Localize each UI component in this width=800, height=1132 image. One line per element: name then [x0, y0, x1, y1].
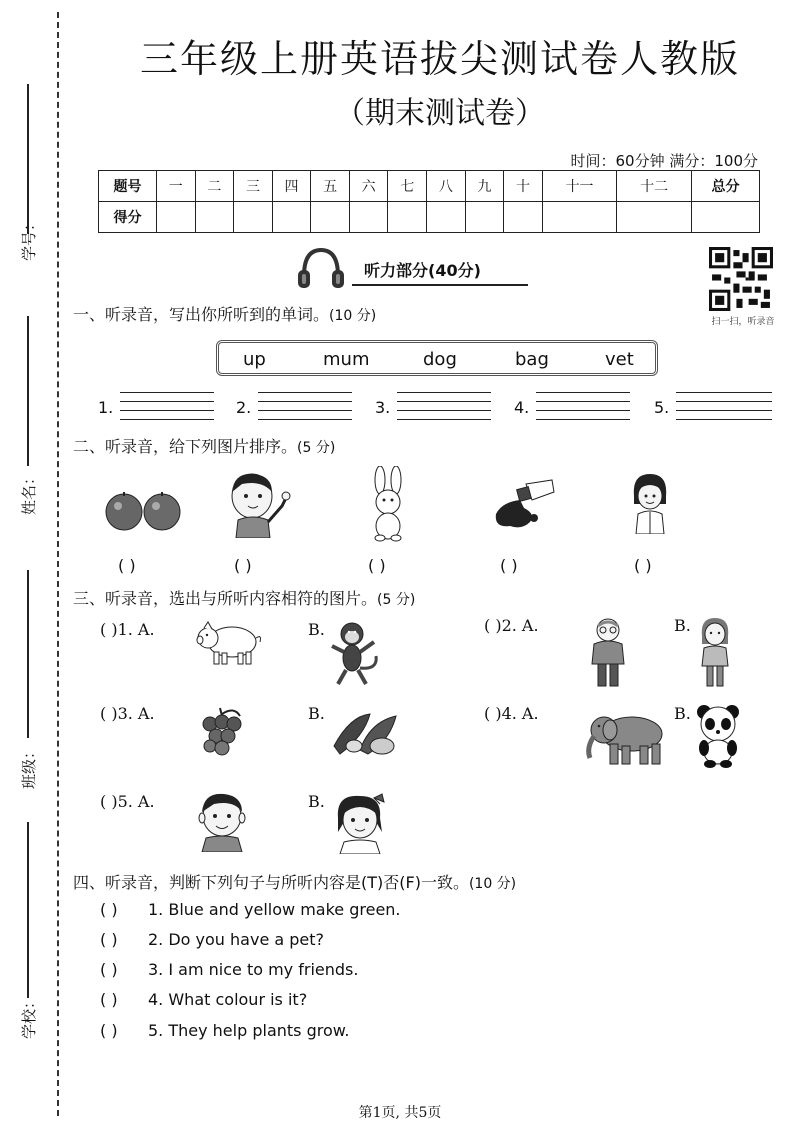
answer-paren[interactable]: ( ) — [634, 556, 652, 575]
header-cell: 一 — [157, 171, 196, 202]
section-4-text: 四、听录音，判断下列句子与所听内容是(T)否(F)一致。 — [73, 873, 469, 892]
tf-sentence: 4. What colour is it? — [148, 990, 308, 1009]
total-score-cell[interactable] — [692, 202, 760, 233]
oranges-picture — [104, 486, 184, 532]
score-cell[interactable] — [195, 202, 234, 233]
score-cell[interactable] — [465, 202, 504, 233]
listening-title: 听力部分(40分) — [364, 261, 481, 280]
word-bank-item: up — [243, 349, 266, 370]
score-cell[interactable] — [234, 202, 273, 233]
grandpa-picture — [584, 616, 632, 690]
class-label: 班级： — [20, 743, 39, 790]
writing-lines[interactable] — [397, 392, 491, 420]
panda-picture — [694, 704, 742, 768]
score-cell[interactable] — [617, 202, 692, 233]
answer-paren[interactable]: ( ) — [100, 1021, 118, 1040]
score-table — [98, 170, 760, 233]
section-2-text: 二、听录音，给下列图片排序。 — [73, 437, 298, 456]
word-bank-item: mum — [323, 349, 370, 370]
writing-blank[interactable] — [236, 386, 356, 420]
row-label-cell: 得分 — [99, 202, 157, 233]
answer-paren[interactable]: ( ) — [100, 900, 118, 919]
blank-number: 2. — [236, 398, 252, 417]
question-5-label[interactable]: ( )5. A. — [100, 792, 155, 811]
pig-picture — [196, 618, 264, 666]
question-2-label[interactable]: ( )2. A. — [484, 616, 539, 635]
tf-sentence: 3. I am nice to my friends. — [148, 960, 359, 979]
binding-dashed-line — [57, 12, 59, 1116]
option-b-label[interactable]: B. — [308, 620, 325, 639]
score-cell[interactable] — [427, 202, 466, 233]
score-cell[interactable] — [504, 202, 543, 233]
page-subtitle: （期末测试卷） — [335, 96, 545, 131]
header-cell: 四 — [272, 171, 311, 202]
writing-lines[interactable] — [676, 392, 772, 420]
blank-number: 3. — [375, 398, 391, 417]
student-no-line — [27, 84, 29, 234]
section-2-title — [73, 434, 335, 457]
blank-number: 5. — [654, 398, 670, 417]
option-b-label[interactable]: B. — [308, 792, 325, 811]
answer-paren[interactable]: ( ) — [100, 990, 118, 1009]
boy-face-picture — [194, 790, 250, 852]
listening-underline — [352, 284, 528, 286]
answer-paren[interactable]: ( ) — [100, 960, 118, 979]
answer-paren[interactable]: ( ) — [500, 556, 518, 575]
girl-face-picture — [330, 792, 390, 854]
tf-sentence: 2. Do you have a pet? — [148, 930, 325, 949]
section-3-points: (5 分) — [377, 592, 416, 608]
answer-paren[interactable]: ( ) — [234, 556, 252, 575]
header-cell: 五 — [311, 171, 350, 202]
section-4-title — [73, 870, 516, 893]
header-cell: 八 — [427, 171, 466, 202]
tf-sentence: 5. They help plants grow. — [148, 1021, 350, 1040]
score-cell[interactable] — [542, 202, 617, 233]
header-cell: 三 — [234, 171, 273, 202]
score-cell[interactable] — [311, 202, 350, 233]
score-cell[interactable] — [157, 202, 196, 233]
qr-caption: 扫一扫，听录音 — [711, 317, 775, 327]
blank-number: 1. — [98, 398, 114, 417]
section-1-title — [73, 302, 376, 325]
writing-lines[interactable] — [536, 392, 630, 420]
section-3-title — [73, 586, 415, 609]
rabbit-picture — [366, 466, 410, 542]
section-1-points: (10 分) — [329, 308, 377, 324]
grapes-picture — [196, 706, 248, 758]
header-cell: 十 — [504, 171, 543, 202]
score-cell[interactable] — [388, 202, 427, 233]
answer-paren[interactable]: ( ) — [118, 556, 136, 575]
page-footer: 第1页, 共5页 — [358, 1105, 442, 1121]
word-bank-item: bag — [515, 349, 549, 370]
option-b-label[interactable]: B. — [308, 704, 325, 723]
header-cell: 九 — [465, 171, 504, 202]
question-3-label[interactable]: ( )3. A. — [100, 704, 155, 723]
word-bank-item: dog — [423, 349, 457, 370]
school-label: 学校： — [20, 993, 39, 1040]
tf-item — [100, 930, 324, 949]
header-cell: 七 — [388, 171, 427, 202]
answer-paren[interactable]: ( ) — [100, 930, 118, 949]
woman-picture — [696, 616, 734, 688]
score-cell[interactable] — [272, 202, 311, 233]
word-bank-box — [216, 340, 658, 376]
tf-item — [100, 900, 401, 919]
listening-section-header — [296, 246, 528, 290]
name-line — [27, 316, 29, 466]
page-title: 三年级上册英语拔尖测试卷人教版 — [139, 37, 740, 81]
header-cell: 题号 — [99, 171, 157, 202]
tf-item — [100, 960, 358, 979]
score-cell[interactable] — [349, 202, 388, 233]
time-score-info: 时间：60分钟 满分：100分 — [570, 152, 758, 170]
tf-item — [100, 1021, 349, 1040]
blank-number: 4. — [514, 398, 530, 417]
header-cell: 十一 — [542, 171, 617, 202]
headphone-icon — [296, 246, 346, 290]
boy-waving-picture — [222, 470, 294, 538]
score-value-row — [99, 202, 760, 233]
section-4-points: (10 分) — [468, 876, 517, 892]
writing-lines[interactable] — [120, 392, 214, 420]
word-bank-item: vet — [605, 349, 634, 370]
header-cell: 六 — [349, 171, 388, 202]
writing-blank[interactable] — [514, 386, 634, 420]
score-header-row — [99, 171, 760, 202]
elephant-picture — [584, 712, 668, 766]
girl-picture — [628, 472, 672, 534]
writing-lines[interactable] — [258, 392, 352, 420]
writing-blank[interactable] — [98, 386, 218, 420]
qr-code-icon[interactable] — [706, 247, 776, 311]
school-line — [27, 822, 29, 998]
tf-item — [100, 990, 307, 1009]
class-line — [27, 570, 29, 738]
name-label: 姓名： — [20, 469, 39, 516]
tf-sentence: 1. Blue and yellow make green. — [148, 900, 401, 919]
spilled-paint-picture — [492, 478, 558, 532]
writing-blank[interactable] — [375, 386, 495, 420]
question-4-label[interactable]: ( )4. A. — [484, 704, 539, 723]
section-1-text: 一、听录音，写出你所听到的单词。 — [73, 305, 330, 324]
student-no-label: 学号： — [20, 215, 39, 262]
header-cell: 二 — [195, 171, 234, 202]
answer-paren[interactable]: ( ) — [368, 556, 386, 575]
section-3-text: 三、听录音，选出与所听内容相符的图片。 — [73, 589, 378, 608]
monkey-picture — [326, 620, 382, 688]
option-b-label[interactable]: B. — [674, 704, 691, 723]
header-cell: 总分 — [692, 171, 760, 202]
option-b-label[interactable]: B. — [674, 616, 691, 635]
vegetables-picture — [330, 706, 404, 756]
section-2-points: (5 分) — [297, 440, 336, 456]
header-cell: 十二 — [617, 171, 692, 202]
writing-blank[interactable] — [654, 386, 774, 420]
question-1-label[interactable]: ( )1. A. — [100, 620, 155, 639]
